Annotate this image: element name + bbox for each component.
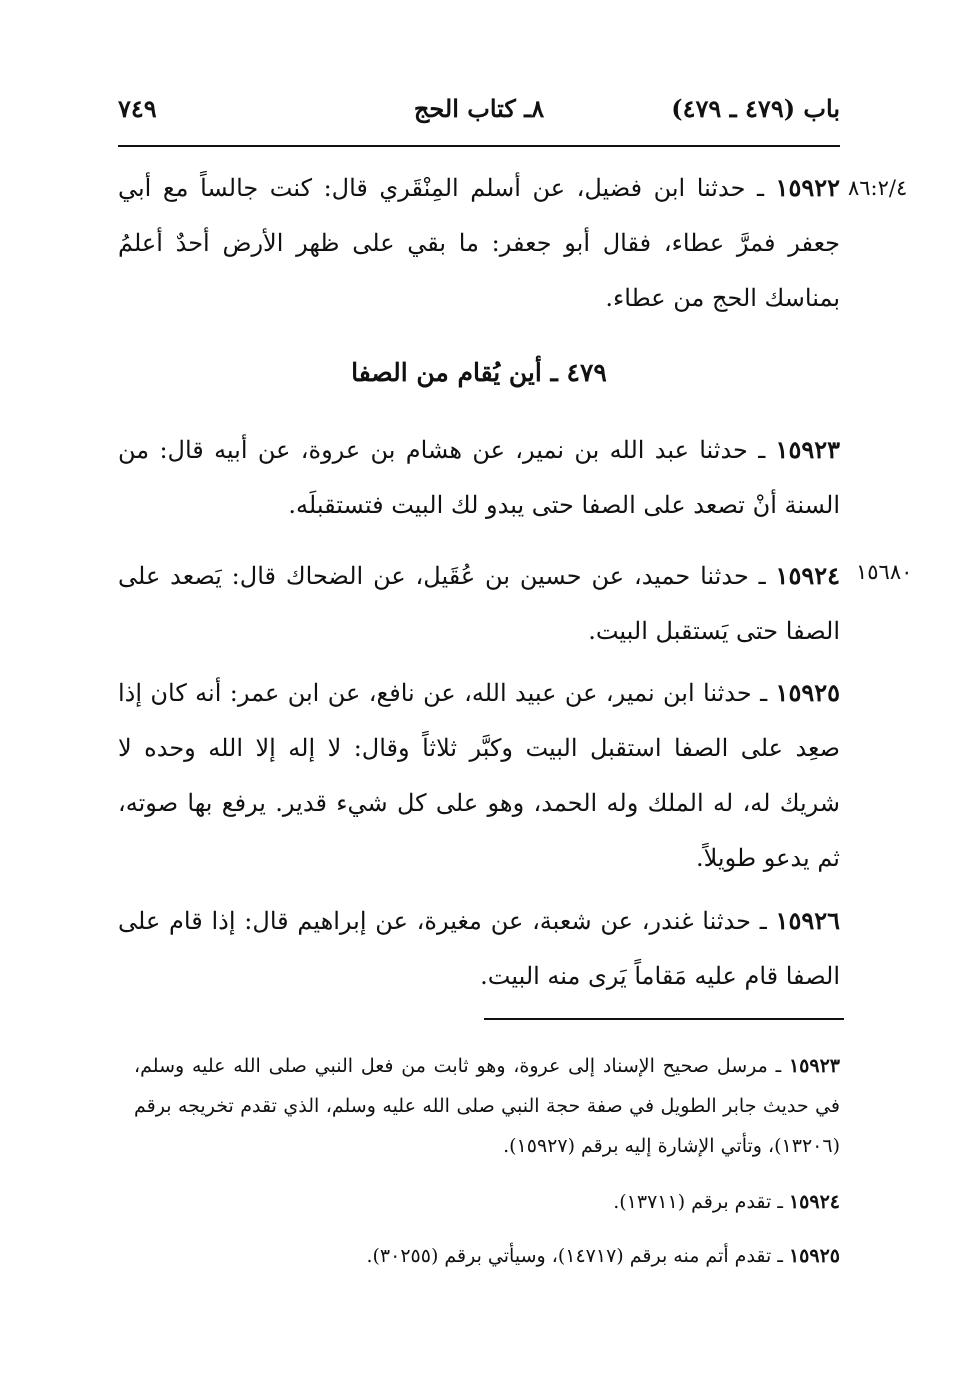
margin-reference: ١٥٦٨٠ (856, 560, 913, 584)
hadith-15924 (118, 548, 840, 659)
hadith-number: ١٥٩٢٦ (775, 906, 840, 935)
running-header (118, 88, 840, 146)
hadith-15926 (118, 893, 840, 1004)
hadith-text: ـ حدثنا عبد الله بن نمير، عن هشام بن عروة، عن أبيه قال: من السنة أنْ تصعد على الصفا حتى يبدو لك البيت فتستقبلَه. (118, 436, 840, 519)
margin-reference: ٨٦:٢/٤ (848, 176, 908, 200)
hadith-text: ـ حدثنا ابن نمير، عن عبيد الله، عن نافع، عن ابن عمر: أنه كان إذا صعِد على الصفا استقبل البيت وكبَّر ثلاثاً وقال: لا إله إلا الله وحده لا شريك له، له الملك وله الحمد، وهو على كل شيء قدير. يرفع بها صوته، ثم يدعو طويلاً. (118, 679, 840, 872)
chapter-range: باب (٤٧٩ ـ ٤٧٩) (671, 94, 840, 123)
chapter-heading: ٤٧٩ ـ أين يُقام من الصفا (351, 358, 607, 387)
hadith-15922 (118, 160, 840, 326)
hadith-text: ـ حدثنا غندر، عن شعبة، عن مغيرة، عن إبراهيم قال: إذا قام على الصفا قام عليه مَقاماً يَرى منه البيت. (118, 907, 840, 990)
footnote-text: ـ تقدم برقم (١٣٧١١). (613, 1191, 789, 1213)
footnote (134, 1182, 840, 1222)
footnote (134, 1236, 840, 1276)
footnote-rule (484, 1018, 844, 1020)
hadith-15925 (118, 665, 840, 886)
hadith-text: ـ حدثنا ابن فضيل، عن أسلم المِنْقَري قال: كنت جالساً مع أبي جعفر فمرَّ عطاء، فقال أبو جعفر: ما بقي على ظهر الأرض أحدٌ أعلمُ بمناسك الحج من عطاء. (118, 174, 840, 312)
hadith-15923 (118, 422, 840, 533)
footnote-text: ـ مرسل صحيح الإسناد إلى عروة، وهو ثابت من فعل النبي صلى الله عليه وسلم، في حديث جابر الطويل في صفة حجة النبي صلى الله عليه وسلم، الذي تقدم تخريجه برقم (١٣٢٠٦)، وتأتي الإشارة إليه برقم (١٥٩٢٧). (134, 1055, 840, 1157)
hadith-text: ـ حدثنا حميد، عن حسين بن عُقَيل، عن الضحاك قال: يَصعد على الصفا حتى يَستقبل البيت. (118, 562, 840, 645)
footnote-number: ١٥٩٢٥ (788, 1245, 840, 1267)
header-rule (118, 145, 840, 147)
hadith-number: ١٥٩٢٥ (775, 678, 840, 707)
footnote (134, 1046, 840, 1166)
footnote-text: ـ تقدم أتم منه برقم (١٤٧١٧)، وسيأتي برقم (٣٠٢٥٥). (366, 1245, 789, 1267)
hadith-number: ١٥٩٢٢ (775, 173, 840, 202)
hadith-number: ١٥٩٢٣ (775, 435, 840, 464)
footnote-number: ١٥٩٢٤ (788, 1191, 840, 1213)
hadith-number: ١٥٩٢٤ (775, 561, 840, 590)
footnote-number: ١٥٩٢٣ (788, 1055, 840, 1077)
page-number: ٧٤٩ (118, 94, 157, 123)
book-title: ٨ـ كتاب الحج (413, 94, 545, 123)
